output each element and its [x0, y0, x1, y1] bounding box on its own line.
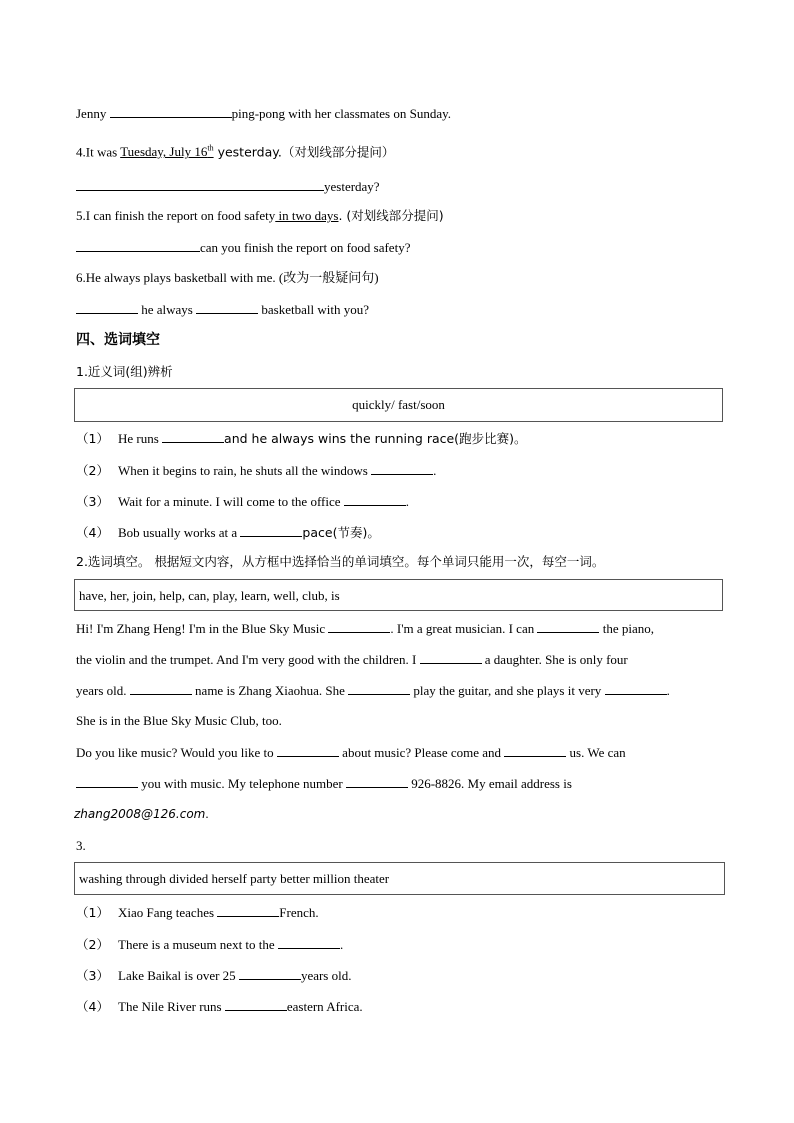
- superscript: th: [207, 144, 214, 153]
- passage-text: 926-8826. My email address is: [407, 776, 572, 791]
- answer-blank[interactable]: [225, 998, 287, 1011]
- underlined-phrase: in two days: [275, 208, 339, 223]
- answer-blank[interactable]: [328, 620, 390, 633]
- answer-blank[interactable]: [371, 462, 433, 475]
- item-text: He runs: [118, 431, 163, 446]
- item-number: （3）: [76, 968, 109, 983]
- question-5: [76, 208, 444, 224]
- passage-text: Hi! I'm Zhang Heng! I'm in the Blue Sky Music: [76, 621, 329, 636]
- list-item: [76, 493, 409, 510]
- answer-text: basketball with you?: [258, 302, 369, 317]
- item-number: （1）: [76, 431, 109, 446]
- item-text: There is a museum next to the: [118, 937, 278, 952]
- question-text: . (对划线部分提问): [338, 208, 444, 223]
- answer-blank[interactable]: [196, 301, 258, 314]
- sentence-text: ping-pong with her classmates on Sunday.: [231, 106, 451, 121]
- passage-line: [76, 775, 572, 792]
- question-text: yesterday.（对划线部分提问）: [213, 144, 395, 160]
- passage-text: She is in the Blue Sky Music Club, too.: [76, 713, 282, 728]
- item-text: years old.: [300, 968, 352, 983]
- question-text: 4.It was: [76, 144, 118, 160]
- item-number: （2）: [76, 937, 109, 952]
- passage-text: the piano,: [599, 621, 654, 636]
- underlined-phrase: [120, 144, 213, 159]
- passage-line: [76, 620, 654, 637]
- answer-blank[interactable]: [348, 682, 410, 695]
- word-box-text: have, her, join, help, can, play, learn, well, club, is: [79, 588, 340, 603]
- item-text: When it begins to rain, he shuts all the windows: [118, 463, 372, 478]
- question-6-answer-line: [76, 301, 369, 318]
- answer-blank[interactable]: [605, 682, 667, 695]
- item-text: .: [405, 494, 410, 509]
- item-text: eastern Africa.: [286, 999, 363, 1014]
- answer-text: yesterday?: [324, 179, 380, 194]
- list-item: [76, 430, 526, 447]
- answer-blank[interactable]: [346, 775, 408, 788]
- passage-text: Do you like music? Would you like to: [76, 745, 277, 760]
- section-heading: 四、选词填空: [76, 332, 160, 348]
- list-item: [76, 524, 380, 541]
- answer-blank[interactable]: [130, 682, 192, 695]
- item-number: （3）: [76, 494, 109, 509]
- passage-line: [76, 713, 282, 729]
- answer-blank[interactable]: [76, 239, 200, 252]
- question-5-answer-line: [76, 239, 410, 256]
- subsection-title: 1.近义词(组)辨析: [76, 364, 173, 379]
- question-text: 6.He always plays basketball with me. (改为一般疑问句): [76, 270, 379, 285]
- subsection-title: 3.: [76, 838, 86, 853]
- word-box: [74, 579, 723, 611]
- question-4: [76, 141, 394, 160]
- question-4-answer-line: [76, 178, 380, 195]
- answer-text: can you finish the report on food safety?: [200, 240, 411, 255]
- item-number: （1）: [76, 905, 109, 920]
- passage-line: [74, 806, 209, 822]
- underlined-text: Tuesday, July 16: [120, 144, 208, 160]
- item-text: .: [339, 937, 344, 952]
- item-number: （2）: [76, 463, 109, 478]
- answer-blank[interactable]: [76, 301, 138, 314]
- passage-text: .: [205, 806, 209, 821]
- passage-text: . I'm a great musician. I can: [390, 621, 538, 636]
- passage-text: the violin and the trumpet. And I'm very good with the children. I: [76, 652, 420, 667]
- item-number: （4）: [76, 999, 109, 1014]
- item-text: pace(节奏)。: [302, 525, 380, 540]
- word-box-text: quickly/ fast/soon: [352, 397, 445, 412]
- passage-line: [76, 682, 670, 699]
- question-text: 5.I can finish the report on food safety: [76, 208, 276, 223]
- passage-text: play the guitar, and she plays it very: [410, 683, 605, 698]
- list-item: [76, 967, 351, 984]
- list-item: [76, 998, 363, 1015]
- answer-blank[interactable]: [162, 430, 224, 443]
- item-text: Bob usually works at a: [118, 525, 241, 540]
- item-text: French.: [279, 905, 319, 920]
- passage-text: name is Zhang Xiaohua. She: [191, 683, 349, 698]
- passage-text: years old.: [76, 683, 130, 698]
- passage-text: a daughter. She is only four: [481, 652, 628, 667]
- list-item: [76, 936, 343, 953]
- answer-blank[interactable]: [76, 775, 138, 788]
- sentence-text: Jenny: [76, 106, 107, 121]
- email-address: zhang2008@126.com: [74, 807, 206, 821]
- answer-blank[interactable]: [504, 744, 566, 757]
- word-box: [74, 388, 723, 422]
- passage-line: [76, 744, 626, 761]
- passage-line: [76, 651, 628, 668]
- answer-blank[interactable]: [278, 936, 340, 949]
- item-text: Lake Baikal is over 25: [118, 968, 239, 983]
- answer-blank[interactable]: [217, 904, 279, 917]
- jenny-sentence: [76, 105, 451, 122]
- list-item: [76, 904, 319, 921]
- word-box: [74, 862, 725, 895]
- item-number: （4）: [76, 525, 109, 540]
- word-box-text: washing through divided herself party better million theater: [79, 871, 390, 886]
- answer-blank[interactable]: [239, 967, 301, 980]
- answer-blank[interactable]: [76, 178, 324, 191]
- answer-blank[interactable]: [344, 493, 406, 506]
- passage-text: .: [666, 683, 670, 698]
- answer-blank[interactable]: [110, 105, 232, 118]
- item-text: The Nile River runs: [118, 999, 225, 1014]
- passage-text: about music? Please come and: [338, 745, 505, 760]
- question-6: [76, 270, 379, 286]
- answer-text: he always: [138, 302, 197, 317]
- item-text: and he always wins the running race(跑步比赛)。: [224, 431, 527, 446]
- item-text: Xiao Fang teaches: [118, 905, 218, 920]
- passage-text: you with music. My telephone number: [138, 776, 346, 791]
- answer-blank[interactable]: [537, 620, 599, 633]
- answer-blank[interactable]: [277, 744, 339, 757]
- answer-blank[interactable]: [420, 651, 482, 664]
- passage-text: us. We can: [566, 745, 626, 760]
- subsection-title: 2.选词填空。 根据短文内容，从方框中选择恰当的单词填空。每个单词只能用一次，每空一词。: [76, 554, 605, 569]
- item-text: Wait for a minute. I will come to the office: [118, 494, 344, 509]
- item-text: .: [433, 463, 437, 478]
- answer-blank[interactable]: [240, 524, 302, 537]
- list-item: [76, 462, 436, 479]
